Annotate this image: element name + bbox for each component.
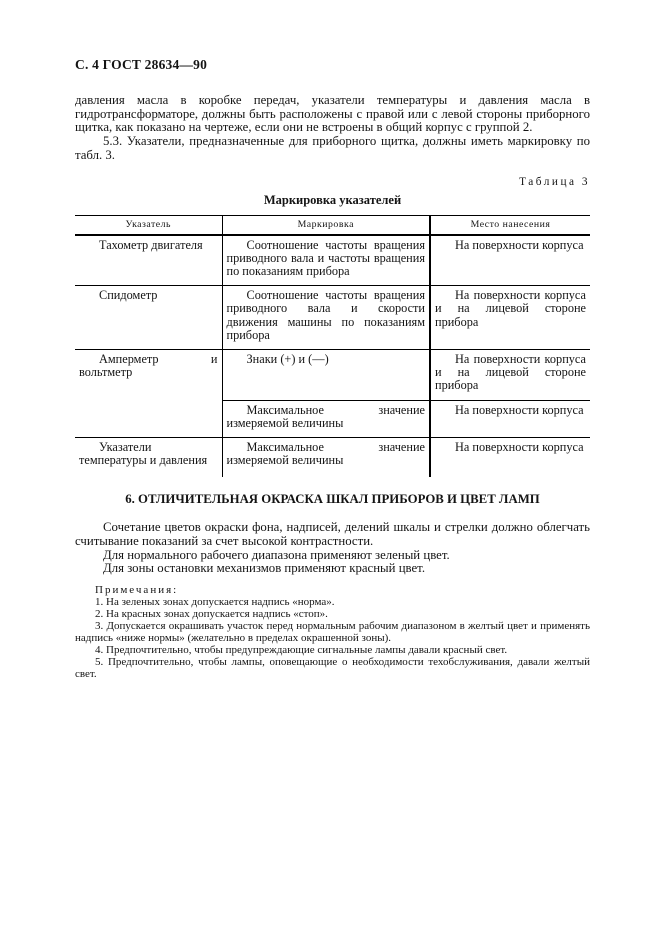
- table-row: [75, 286, 590, 350]
- cell-place: На поверхности корпуса: [430, 437, 590, 477]
- table-caption: Таблица 3: [519, 175, 590, 188]
- note-item: 1. На зеленых зонах допускается надпись «норма».: [95, 596, 335, 609]
- notes-label: Примечания:: [95, 584, 179, 597]
- section-paragraph: Для нормального рабочего диапазона применяют зеленый цвет.: [103, 547, 450, 562]
- cell-marking: Максимальное значение измеряемой величины: [222, 400, 430, 437]
- cell-place: На поверхности корпуса: [430, 235, 590, 286]
- note-item: 3. Допускается окрашивать участок перед нормальным рабочим диапазоном в желтый цвет и применять надпись «ниже нормы» (желательно в пределах окрашенной зоны).: [75, 619, 590, 644]
- clause-5-3: 5.3. Указатели, предназначенные для приборного щитка, должны иметь маркировку по табл. 3.: [75, 134, 590, 162]
- section-6-title: 6. ОТЛИЧИТЕЛЬНАЯ ОКРАСКА ШКАЛ ПРИБОРОВ И ЦВЕТ ЛАМП: [125, 492, 540, 507]
- running-header: С. 4 ГОСТ 28634—90: [75, 57, 208, 72]
- intro-block: [75, 94, 590, 163]
- cell-indicator: Указатели температуры и давления: [75, 437, 222, 477]
- cell-marking: Соотношение частоты вращения приводного вала и скорости движения машины по показаниям прибора: [222, 286, 430, 350]
- marking-table: [75, 215, 590, 478]
- cell-indicator: Спидометр: [75, 286, 222, 350]
- notes-block: [75, 585, 590, 680]
- note-item: 2. На красных зонах допускается надпись «стоп».: [95, 607, 328, 620]
- section-6-body: [75, 521, 590, 576]
- table-row: [75, 437, 590, 477]
- cell-place: На поверхности корпуса и на лицевой стороне прибора: [430, 286, 590, 350]
- page-content: [75, 0, 590, 680]
- cell-indicator: Амперметр и вольтметр: [75, 349, 222, 437]
- note-item: 4. Предпочтительно, чтобы предупреждающие сигнальные лампы давали красный свет.: [95, 643, 508, 656]
- col-header-place: Место нанесения: [430, 215, 590, 235]
- cell-marking: Соотношение частоты вращения приводного вала и частоты вращения по показаниям прибора: [222, 235, 430, 286]
- section-paragraph: Для зоны остановки механизмов применяют красный цвет.: [103, 561, 426, 576]
- col-header-marking: Маркировка: [222, 215, 430, 235]
- col-header-indicator: Указатель: [75, 215, 222, 235]
- cell-marking: Максимальное значение измеряемой величины: [222, 437, 430, 477]
- cell-place: На поверхности корпуса: [430, 400, 590, 437]
- table-row: [75, 349, 590, 400]
- cell-place: На поверхности корпуса и на лицевой стороне прибора: [430, 349, 590, 400]
- cell-indicator: Тахометр двигателя: [75, 235, 222, 286]
- note-item: 5. Предпочтительно, чтобы лампы, оповещающие о необходимости техобслуживания, давали желтый свет.: [75, 655, 590, 680]
- table-title: Маркировка указателей: [263, 192, 402, 207]
- cell-marking: Знаки (+) и (—): [222, 349, 430, 400]
- table-header-row: [75, 215, 590, 235]
- table-row: [75, 235, 590, 286]
- section-paragraph: Сочетание цветов окраски фона, надписей, делений шкалы и стрелки должно облегчать считывание показаний за счет высокой контрастности.: [75, 520, 590, 549]
- intro-paragraph: давления масла в коробке передач, указатели температуры и давления масла в гидротрансформаторе, должны быть расположены с правой или с левой стороны приборного щитка, как показано на чертеже, если они не встроены в общий корпус с группой 2.: [75, 93, 590, 135]
